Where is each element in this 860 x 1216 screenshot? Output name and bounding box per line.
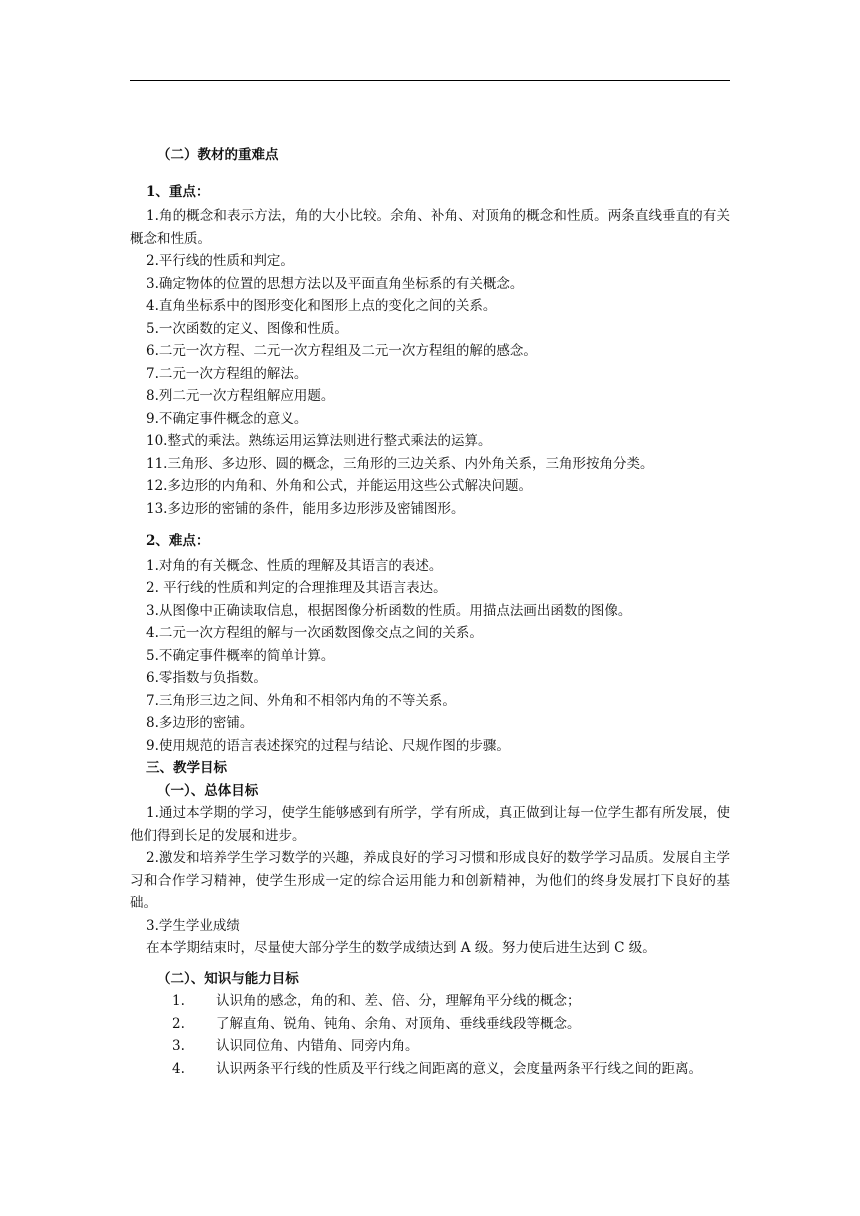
overall-goal-1: 1.通过本学期的学习，使学生能够感到有所学，学有所成，真正做到让每一位学生都有所发展，使他们得到长足的发展和进步。 bbox=[130, 805, 730, 844]
difficult-point-item: 1.对角的有关概念、性质的理解及其语言的表述。 bbox=[146, 557, 443, 574]
key-point-item: 7.二元一次方程组的解法。 bbox=[146, 365, 308, 382]
key-point-item: 12.多边形的内角和、外角和公式，并能运用这些公式解决问题。 bbox=[146, 478, 532, 494]
difficult-point-item: 5.不确定事件概率的简单计算。 bbox=[146, 647, 335, 664]
overall-goal-3: 3.学生学业成绩 bbox=[146, 917, 240, 934]
section-heading-teaching-goals: 三、教学目标 bbox=[146, 760, 227, 776]
subheading-key-points: 1、重点： bbox=[146, 183, 210, 200]
subheading-overall-goals: （一）、总体目标 bbox=[157, 782, 259, 799]
ability-goal-number: 3. bbox=[172, 1038, 185, 1054]
key-point-item: 6.二元一次方程、二元一次方程组及二元一次方程组的解的感念。 bbox=[146, 343, 537, 359]
document-body bbox=[130, 144, 730, 1080]
difficult-point-item: 2. 平行线的性质和判定的合理推理及其语言表达。 bbox=[146, 580, 447, 596]
ability-goal-text: 认识同位角、内错角、同旁内角。 bbox=[216, 1038, 419, 1054]
ability-goal-text: 了解直角、锐角、钝角、余角、对顶角、垂线垂线段等概念。 bbox=[216, 1015, 581, 1032]
key-point-1: 1.角的概念和表示方法，角的大小比较。余角、补角、对顶角的概念和性质。两条直线垂直的有关概念和性质。 bbox=[130, 208, 730, 247]
key-point-item: 13.多边形的密铺的条件，能用多边形涉及密铺图形。 bbox=[146, 500, 465, 517]
overall-goal-3-detail: 在本学期结束时，尽量使大部分学生的数学成绩达到 A 级。努力使后进生达到 C 级。 bbox=[146, 940, 656, 956]
difficult-point-item: 8.多边形的密铺。 bbox=[146, 715, 254, 731]
ability-goal-text: 认识两条平行线的性质及平行线之间距离的意义，会度量两条平行线之间的距离。 bbox=[216, 1060, 702, 1077]
difficult-point-item: 3.从图像中正确读取信息，根据图像分析函数的性质。用描点法画出函数的图像。 bbox=[146, 602, 632, 619]
difficult-point-item: 7.三角形三边之间、外角和不相邻内角的不等关系。 bbox=[146, 692, 456, 709]
ability-goal-number: 4. bbox=[172, 1060, 185, 1077]
ability-goal-item bbox=[130, 990, 730, 1013]
header-rule bbox=[130, 80, 730, 81]
key-point-item: 11.三角形、多边形、圆的概念，三角形的三边关系、内外角关系，三角形按角分类。 bbox=[146, 455, 654, 472]
key-point-item: 10.整式的乘法。熟练运用运算法则进行整式乘法的运算。 bbox=[146, 433, 492, 449]
overall-goal-2: 2.激发和培养学生学习数学的兴趣，养成良好的学习习惯和形成良好的数学学习品质。发展自主学习和合作学习精神，使学生形成一定的综合运用能力和创新精神，为他们的终身发展打下良好的基础。 bbox=[130, 850, 730, 911]
key-point-item: 9.不确定事件概念的意义。 bbox=[146, 410, 308, 427]
ability-goal-item-wrapped bbox=[130, 1058, 730, 1081]
ability-goal-number: 2. bbox=[172, 1015, 185, 1032]
difficult-point-item: 9.使用规范的语言表述探究的过程与结论、尺规作图的步骤。 bbox=[146, 737, 510, 754]
ability-goal-text: 认识角的感念，角的和、差、倍、分，理解角平分线的概念； bbox=[216, 993, 581, 1009]
section-heading-key-difficult: （二）教材的重难点 bbox=[157, 147, 279, 163]
key-point-item: 5.一次函数的定义、图像和性质。 bbox=[146, 320, 348, 337]
ability-goal-item bbox=[130, 1035, 730, 1058]
subheading-knowledge-ability-goals: （二）、知识与能力目标 bbox=[157, 970, 299, 987]
difficult-point-item: 6.零指数与负指数。 bbox=[146, 670, 267, 686]
difficult-point-item: 4.二元一次方程组的解与一次函数图像交点之间的关系。 bbox=[146, 625, 483, 641]
ability-goal-item bbox=[130, 1013, 730, 1036]
key-point-item: 3.确定物体的位置的思想方法以及平面直角坐标系的有关概念。 bbox=[146, 275, 524, 292]
key-point-item: 2.平行线的性质和判定。 bbox=[146, 253, 294, 269]
key-point-item: 8.列二元一次方程组解应用题。 bbox=[146, 388, 335, 404]
ability-goal-number: 1. bbox=[172, 993, 185, 1009]
key-point-item: 4.直角坐标系中的图形变化和图形上点的变化之间的关系。 bbox=[146, 298, 497, 314]
subheading-difficult-points: 2、难点： bbox=[146, 533, 210, 549]
